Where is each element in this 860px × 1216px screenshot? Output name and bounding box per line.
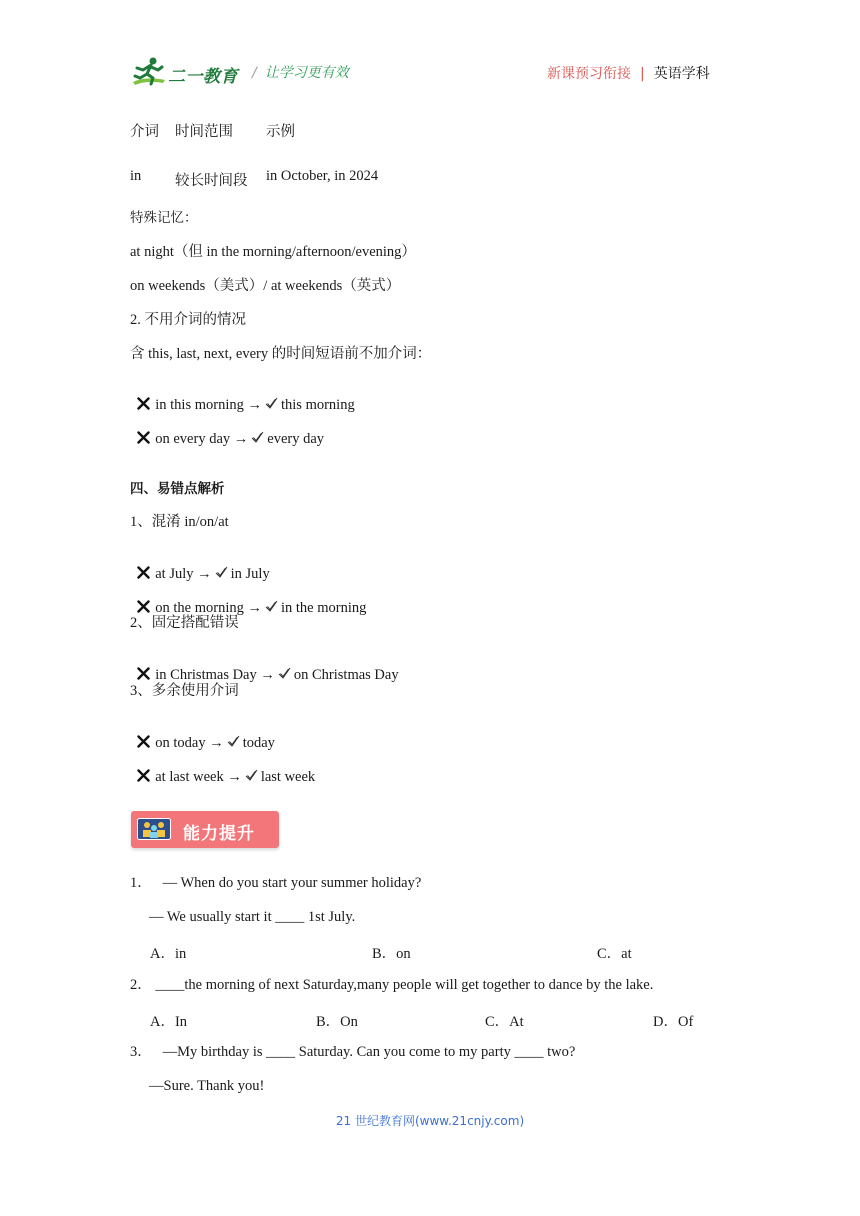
special-memory-line-1: at night（但 in the morning/afternoon/evening）	[130, 244, 416, 260]
wrong-example: on the morning →	[155, 600, 262, 616]
correct-example: last week	[260, 769, 316, 785]
table-cell-example: in October, in 2024	[266, 168, 379, 184]
wrong-example: in Christmas Day →	[155, 667, 275, 683]
option-b[interactable]: B．on	[372, 946, 411, 962]
slogan-text: 让学习更有效	[264, 65, 349, 81]
table-header-preposition: 介词	[130, 124, 159, 140]
wrong-example: at July →	[155, 566, 212, 582]
question-1-line-2: — We usually start it ____ 1st July.	[149, 909, 356, 925]
check-icon	[265, 397, 278, 410]
cross-icon	[137, 735, 150, 748]
table-header-example: 示例	[266, 124, 295, 140]
example-line	[130, 648, 399, 684]
subject-label: 英语学科	[653, 66, 710, 82]
option-c[interactable]: C．At	[485, 1014, 524, 1030]
no-preposition-desc: 含 this, last, next, every 的时间短语前不加介词：	[130, 346, 432, 362]
cross-icon	[137, 431, 150, 444]
cross-icon	[137, 667, 150, 680]
logo	[131, 56, 241, 90]
correct-example: this morning	[281, 397, 355, 413]
question-3-line-2: —Sure. Thank you!	[149, 1078, 265, 1094]
page-footer: 21 世纪教育网(www.21cnjy.com)	[335, 1114, 525, 1128]
question-2	[130, 976, 653, 994]
header-course-info	[547, 63, 710, 83]
option-a[interactable]: A．in	[150, 946, 187, 962]
question-number: 1．	[130, 875, 152, 891]
check-icon	[227, 735, 240, 748]
error-category-1: 1、混淆 in/on/at	[130, 514, 229, 530]
error-category-3: 3、多余使用介词	[130, 683, 239, 699]
correct-example: on Christmas Day	[293, 667, 399, 683]
correct-example: in the morning	[280, 600, 367, 616]
example-line	[130, 581, 366, 617]
wrong-example: on every day →	[155, 431, 249, 447]
question-1	[130, 874, 421, 892]
example-line	[130, 547, 270, 583]
slogan	[252, 62, 349, 82]
correct-example: today	[242, 735, 275, 751]
example-line	[130, 716, 275, 752]
banner-label: 能力提升	[183, 824, 255, 844]
question-text: — When do you start your summer holiday?	[162, 875, 422, 891]
ability-boost-banner	[131, 811, 279, 848]
option-b[interactable]: B．On	[316, 1014, 358, 1030]
people-board-icon	[137, 818, 171, 840]
wrong-example: in this morning →	[155, 397, 262, 413]
page-header	[0, 0, 860, 100]
error-category-2: 2、固定搭配错误	[130, 615, 239, 631]
option-c[interactable]: C．at	[597, 946, 632, 962]
check-icon	[251, 431, 264, 444]
check-icon	[215, 566, 228, 579]
question-3	[130, 1043, 575, 1061]
check-icon	[278, 667, 291, 680]
special-memory-line-2: on weekends（美式）/ at weekends（英式）	[130, 278, 401, 294]
check-icon	[265, 600, 278, 613]
question-text: —My birthday is ____ Saturday. Can you come to my party ____ two?	[162, 1044, 576, 1060]
special-memory-title: 特殊记忆：	[130, 210, 198, 226]
option-a[interactable]: A．In	[150, 1014, 188, 1030]
check-icon	[245, 769, 258, 782]
wrong-example: on today →	[155, 735, 224, 751]
example-line	[130, 412, 324, 448]
example-line	[130, 750, 315, 786]
correct-example: in July	[230, 566, 270, 582]
table-cell-preposition: in	[130, 168, 142, 184]
section-heading-common-errors: 四、易错点解析	[130, 481, 225, 497]
no-preposition-title: 2. 不用介词的情况	[130, 312, 246, 328]
table-header-time-range: 时间范围	[175, 124, 233, 140]
course-label: 新课预习衔接	[547, 66, 631, 82]
header-separator: |	[640, 66, 645, 82]
runner-logo-icon	[131, 56, 167, 88]
correct-example: every day	[267, 431, 325, 447]
cross-icon	[137, 566, 150, 579]
question-text: ____the morning of next Saturday,many people will get together to dance by the lake.	[155, 977, 654, 993]
slogan-separator: /	[252, 65, 257, 81]
example-line	[130, 378, 355, 414]
question-number: 3．	[130, 1044, 152, 1060]
cross-icon	[137, 769, 150, 782]
cross-icon	[137, 397, 150, 410]
logo-text: 二一教育	[168, 67, 238, 87]
option-d[interactable]: D．Of	[653, 1014, 694, 1030]
wrong-example: at last week →	[155, 769, 242, 785]
question-number: 2．	[130, 977, 152, 993]
cross-icon	[137, 600, 150, 613]
table-cell-time-range: 较长时间段	[175, 173, 248, 189]
